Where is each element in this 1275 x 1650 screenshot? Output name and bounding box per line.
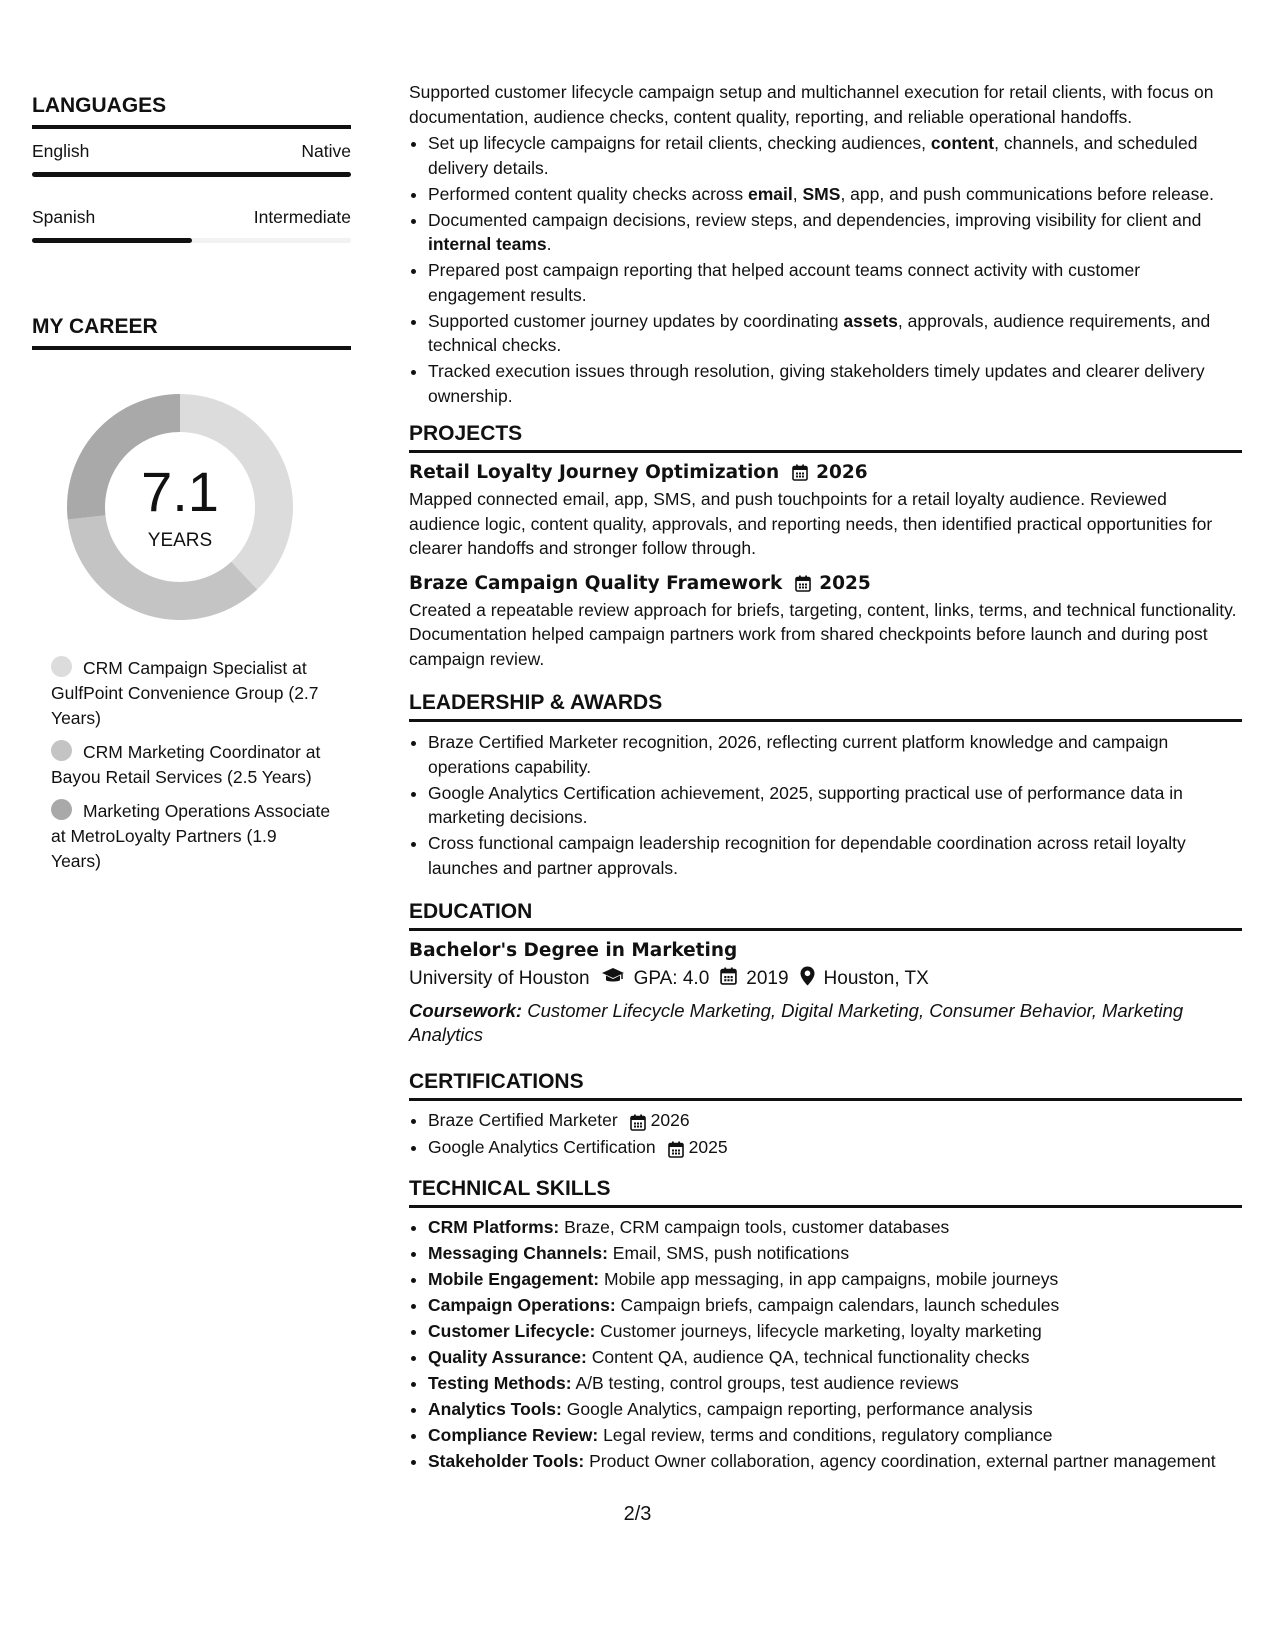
career-total-years: 7.1 bbox=[141, 460, 219, 523]
skill-item bbox=[428, 1345, 1242, 1370]
skill-label: Mobile Engagement: bbox=[428, 1269, 600, 1289]
languages-list bbox=[32, 141, 351, 243]
skill-label: Quality Assurance: bbox=[428, 1347, 587, 1367]
skill-label: Stakeholder Tools: bbox=[428, 1451, 585, 1471]
career-title: MY CAREER bbox=[32, 315, 351, 350]
skill-value: Braze, CRM campaign tools, customer databases bbox=[559, 1217, 950, 1237]
certification-name: • Braze Certified Marketer bbox=[428, 1110, 618, 1130]
skill-value: Email, SMS, push notifications bbox=[607, 1243, 850, 1263]
skill-item bbox=[428, 1449, 1242, 1474]
bullet-text: Supported customer journey updates by coordinating bbox=[428, 310, 844, 331]
certification-row bbox=[428, 1107, 1242, 1134]
page-number bbox=[0, 1503, 1275, 1526]
language-proficiency-bar bbox=[32, 172, 351, 177]
language-level: Intermediate bbox=[253, 207, 351, 227]
bullet-text: , channels, and scheduled delivery details. bbox=[428, 133, 1198, 178]
career-donut-chart bbox=[67, 394, 293, 620]
experience-bullet bbox=[428, 131, 1242, 180]
skill-item bbox=[428, 1215, 1242, 1240]
language-proficiency-fill bbox=[32, 238, 192, 243]
language-item bbox=[32, 141, 351, 177]
career-years-label: YEARS bbox=[147, 530, 213, 551]
leadership-item: • Google Analytics Certification achievement, 2025, supporting practical use of performance data in marketing decisions. bbox=[428, 781, 1242, 830]
experience-bullet bbox=[428, 208, 1242, 257]
skill-label: Customer Lifecycle: bbox=[428, 1321, 596, 1341]
language-level: Native bbox=[301, 141, 351, 161]
skills-list bbox=[409, 1215, 1242, 1474]
bullet-text: Performed content quality checks across bbox=[428, 183, 749, 204]
leadership-title: LEADERSHIP & AWARDS bbox=[409, 691, 1242, 722]
calendar-icon bbox=[720, 967, 737, 991]
bullet-text: , bbox=[792, 183, 803, 204]
coursework-text: Customer Lifecycle Marketing, Digital Marketing, Consumer Behavior, Marketing Analytics bbox=[409, 1000, 1184, 1045]
leadership-item: • Cross functional campaign leadership recognition for dependable coordination across retail loyalty launches and partner approvals. bbox=[428, 831, 1242, 880]
legend-dot bbox=[51, 656, 72, 677]
education-coursework bbox=[409, 999, 1242, 1047]
certification-item bbox=[428, 1134, 1242, 1161]
leadership-item: • Braze Certified Marketer recognition, 2026, reflecting current platform knowledge and campaign operations capability. bbox=[428, 730, 1242, 779]
skill-item bbox=[428, 1397, 1242, 1422]
career-section bbox=[32, 315, 351, 874]
graduation-cap-icon bbox=[601, 967, 625, 991]
experience-bullet bbox=[428, 309, 1242, 358]
projects-title: PROJECTS bbox=[409, 422, 1242, 453]
skills-title: TECHNICAL SKILLS bbox=[409, 1177, 1242, 1208]
skill-value: Customer journeys, lifecycle marketing, loyalty marketing bbox=[595, 1321, 1042, 1341]
page-number-text: 2/3 bbox=[623, 1503, 652, 1525]
project-title bbox=[409, 462, 1242, 483]
skill-label: CRM Platforms: bbox=[428, 1217, 560, 1237]
skill-label: Compliance Review: bbox=[428, 1425, 599, 1445]
experience-bullet bbox=[428, 258, 1242, 307]
education-school: University of Houston bbox=[409, 968, 590, 989]
skill-item bbox=[428, 1423, 1242, 1448]
certification-year: 2025 bbox=[688, 1137, 728, 1157]
skill-item bbox=[428, 1293, 1242, 1318]
skill-label: Testing Methods: bbox=[428, 1373, 572, 1393]
education-meta bbox=[409, 966, 1242, 992]
education-gpa: GPA: 4.0 bbox=[633, 968, 710, 989]
calendar-icon bbox=[792, 464, 808, 481]
calendar-icon bbox=[630, 1112, 646, 1129]
keyword: email bbox=[748, 183, 793, 204]
language-name: Spanish bbox=[32, 207, 96, 227]
project-title bbox=[409, 573, 1242, 594]
experience-bullet bbox=[428, 359, 1242, 408]
project-description: Mapped connected email, app, SMS, and push touchpoints for a retail loyalty audience. Reviewed audience logic, content quality, approvals, and reporting needs, then identified practical opportunities for clearer handoffs and stronger follow through. bbox=[409, 489, 1213, 558]
left-column bbox=[32, 94, 351, 883]
map-pin-icon bbox=[800, 966, 815, 992]
certification-name: • Google Analytics Certification bbox=[428, 1137, 656, 1157]
bullet-text: . bbox=[546, 234, 552, 254]
keyword: SMS bbox=[802, 183, 841, 204]
skill-label: Analytics Tools: bbox=[428, 1399, 562, 1419]
skill-value: A/B testing, control groups, test audience reviews bbox=[571, 1373, 959, 1393]
language-item bbox=[32, 207, 351, 243]
skill-item bbox=[428, 1319, 1242, 1344]
skill-value: Content QA, audience QA, technical functionality checks bbox=[586, 1347, 1030, 1367]
language-row bbox=[32, 207, 351, 228]
project-description: Created a repeatable review approach for briefs, targeting, content, links, terms, and technical functionality. Documentation helped campaign partners work from shared checkpoints before launch and during post campaign review. bbox=[409, 599, 1237, 669]
legend-text: CRM Campaign Specialist at GulfPoint Convenience Group (2.7 Years) bbox=[51, 658, 319, 728]
bullet-text: , approvals, audience requirements, and technical checks. bbox=[428, 310, 1211, 355]
keyword: assets bbox=[843, 310, 898, 331]
languages-title: LANGUAGES bbox=[32, 94, 351, 129]
language-name: English bbox=[32, 141, 90, 161]
career-legend-item bbox=[51, 656, 331, 731]
bullet-text: , app, and push communications before release. bbox=[840, 183, 1214, 204]
education-location: Houston, TX bbox=[823, 968, 929, 989]
legend-dot bbox=[51, 740, 72, 761]
education-title: EDUCATION bbox=[409, 900, 1242, 931]
calendar-icon bbox=[668, 1139, 684, 1156]
skill-label: Messaging Channels: bbox=[428, 1243, 608, 1263]
language-proficiency-bar bbox=[32, 238, 351, 243]
project-year: 2025 bbox=[819, 572, 871, 594]
project-year: 2026 bbox=[816, 462, 868, 483]
leadership-list bbox=[409, 730, 1242, 880]
legend-text: Marketing Operations Associate at MetroLoyalty Partners (1.9 Years) bbox=[51, 801, 331, 871]
certifications-list bbox=[409, 1107, 1242, 1161]
career-legend bbox=[51, 656, 331, 874]
right-column bbox=[409, 80, 1242, 1475]
keyword: content bbox=[930, 133, 995, 153]
skill-value: Google Analytics, campaign reporting, performance analysis bbox=[561, 1399, 1033, 1419]
skill-item bbox=[428, 1241, 1242, 1266]
bullet-text: Set up lifecycle campaigns for retail clients, checking audiences, bbox=[428, 133, 931, 153]
project-name: Braze Campaign Quality Framework bbox=[409, 572, 783, 594]
experience-bullet bbox=[428, 182, 1242, 207]
career-legend-item bbox=[51, 799, 331, 874]
legend-dot bbox=[51, 799, 72, 820]
education-year: 2019 bbox=[746, 968, 789, 989]
skill-value: Campaign briefs, campaign calendars, launch schedules bbox=[615, 1295, 1060, 1315]
language-row bbox=[32, 141, 351, 162]
keyword: internal teams bbox=[428, 234, 547, 254]
experience-bullets bbox=[409, 131, 1242, 408]
certification-year: 2026 bbox=[650, 1110, 690, 1130]
skill-label: Campaign Operations: bbox=[428, 1295, 616, 1315]
experience-intro: Supported customer lifecycle campaign setup and multichannel execution for retail clients, with focus on documentation, audience checks, content quality, reporting, and reliable operational handoffs. bbox=[409, 82, 1214, 127]
skill-item bbox=[428, 1267, 1242, 1292]
coursework-label: Coursework: bbox=[409, 1000, 523, 1021]
skill-item bbox=[428, 1371, 1242, 1396]
career-legend-item bbox=[51, 740, 331, 790]
calendar-icon bbox=[795, 575, 811, 592]
bullet-text: Documented campaign decisions, review steps, and dependencies, improving visibility for client and bbox=[428, 209, 1202, 230]
certification-row bbox=[428, 1134, 1242, 1161]
bullet-text: Prepared post campaign reporting that helped account teams connect activity with customer engagement results. bbox=[428, 260, 1141, 305]
projects-list bbox=[409, 462, 1242, 671]
bullet-text: Tracked execution issues through resolution, giving stakeholders timely updates and clearer delivery ownership. bbox=[428, 361, 1205, 406]
project-name: Retail Loyalty Journey Optimization bbox=[409, 462, 780, 483]
skill-value: Legal review, terms and conditions, regulatory compliance bbox=[598, 1425, 1053, 1445]
education-degree: Bachelor's Degree in Marketing bbox=[409, 940, 738, 961]
language-proficiency-fill bbox=[32, 172, 351, 177]
legend-text: CRM Marketing Coordinator at Bayou Retail Services (2.5 Years) bbox=[51, 742, 321, 787]
skill-value: Mobile app messaging, in app campaigns, mobile journeys bbox=[599, 1269, 1059, 1289]
languages-section bbox=[32, 94, 351, 243]
certification-item bbox=[428, 1107, 1242, 1134]
skill-value: Product Owner collaboration, agency coordination, external partner management bbox=[584, 1451, 1216, 1471]
certifications-title: CERTIFICATIONS bbox=[409, 1070, 1242, 1101]
